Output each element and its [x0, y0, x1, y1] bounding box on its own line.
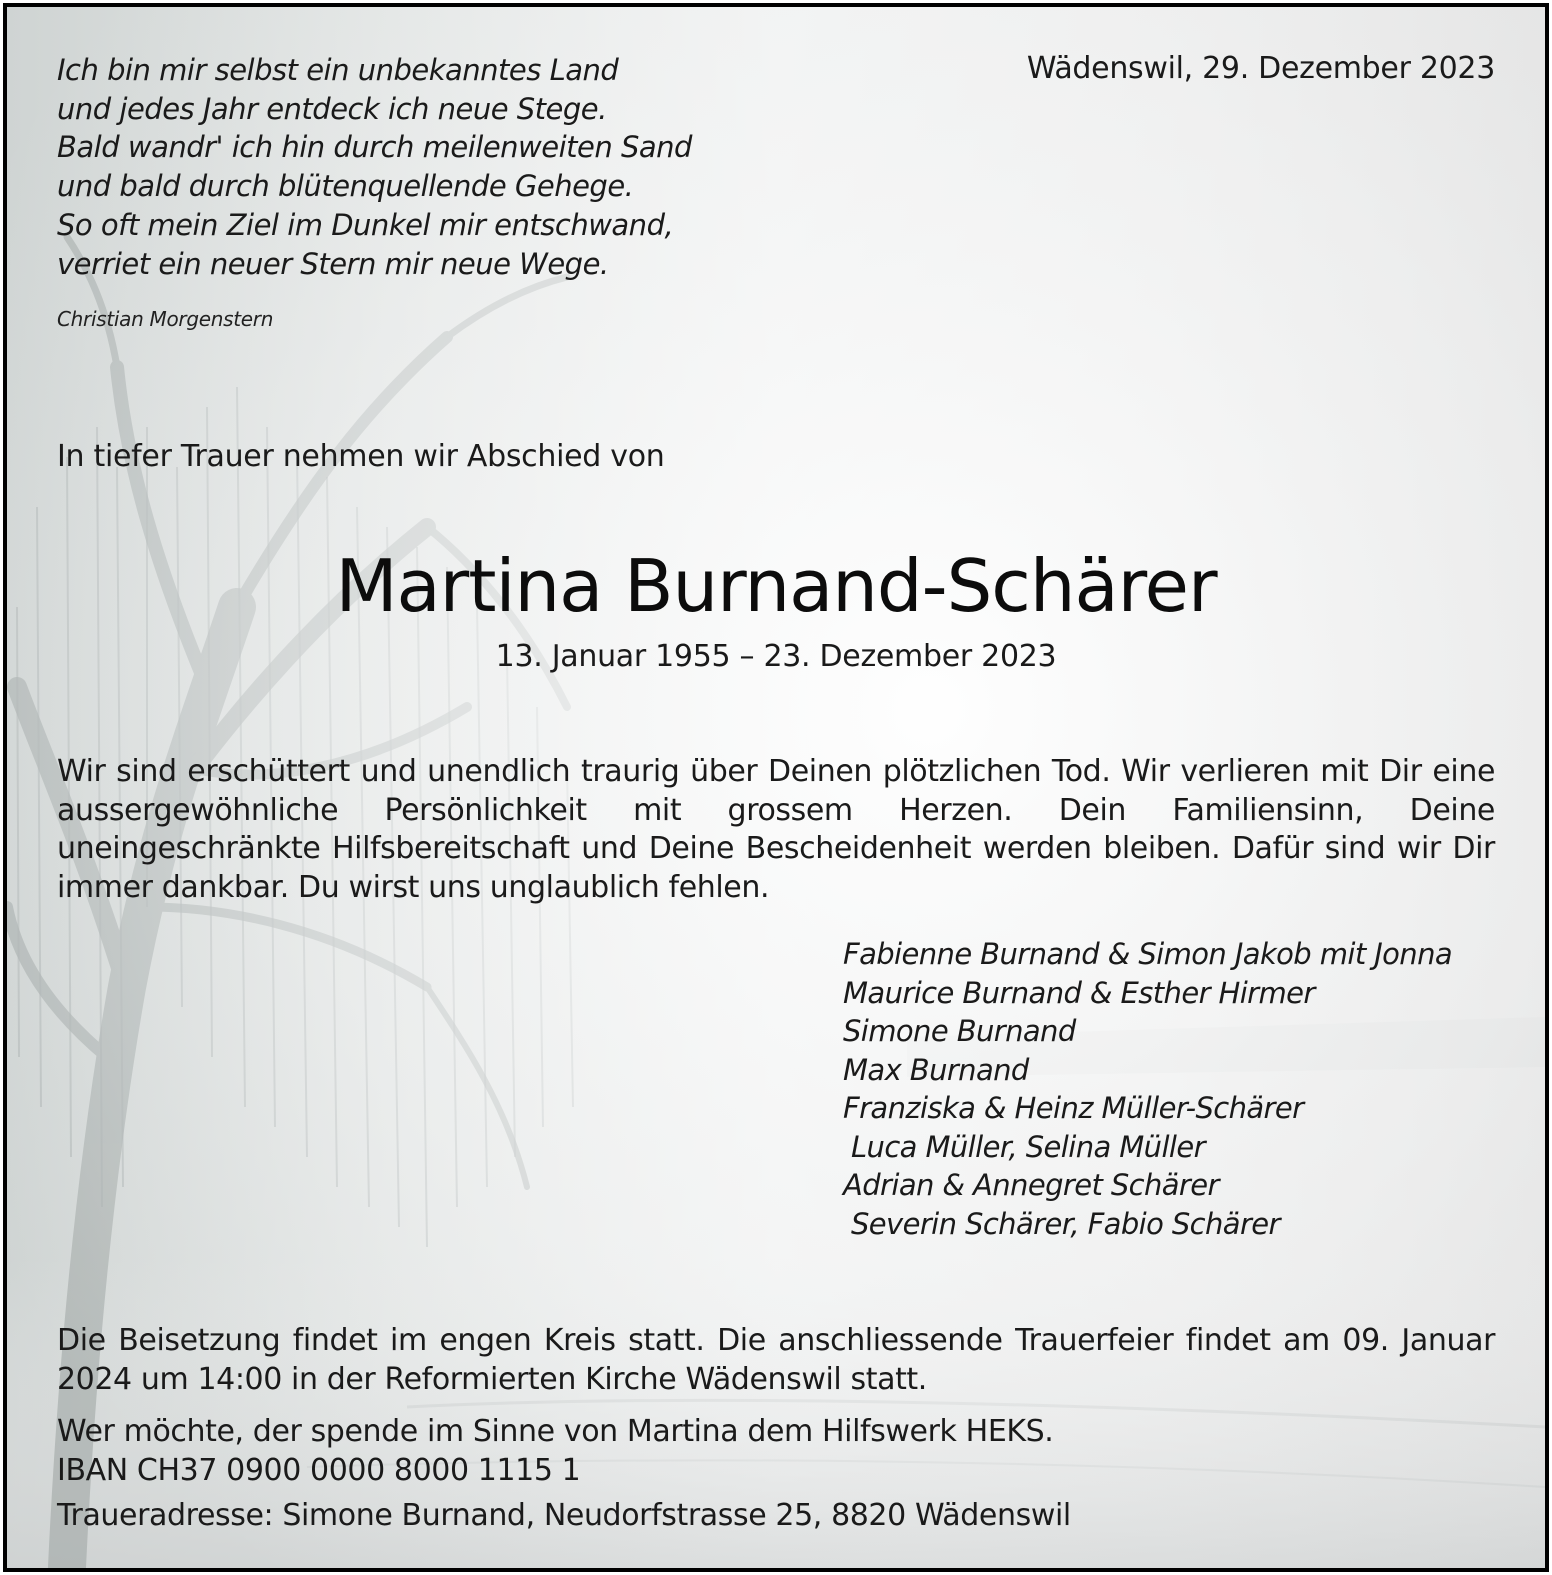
poem-line: Bald wandr' ich hin durch meilenweiten Sand [57, 130, 692, 165]
poem-line: verriet ein neuer Stern mir neue Wege. [57, 246, 609, 281]
mourners-list [843, 935, 1452, 1243]
poem [57, 51, 692, 283]
poem-line: Ich bin mir selbst ein unbekanntes Land [57, 53, 619, 87]
poem-line: und bald durch blütenquellende Gehege. [57, 169, 634, 204]
ceremony-info: Die Beisetzung findet im engen Kreis statt. Die anschliessende Trauerfeier findet am 09. Januar 2024 um 14:00 in der Reformierten Kirche Wädenswil statt. [57, 1323, 1495, 1397]
mourner-entry: Maurice Burnand & Esther Hirmer [843, 975, 1315, 1010]
mourning-address: Traueradresse: Simone Burnand, Neudorfstrasse 25, 8820 Wädenswil [57, 1498, 1071, 1533]
mourner-entry: Severin Schärer, Fabio Schärer [851, 1206, 1280, 1241]
place-and-date: Wädenswil, 29. Dezember 2023 [1026, 51, 1495, 86]
donation-info [57, 1413, 1053, 1490]
poem-line: und jedes Jahr entdeck ich neue Stege. [57, 91, 607, 126]
donation-text: Wer möchte, der spende im Sinne von Martina dem Hilfswerk HEKS. [57, 1414, 1054, 1449]
poem-author: Christian Morgenstern [57, 307, 274, 331]
mourning-message: Wir sind erschüttert und unendlich traurig über Deinen plötzlichen Tod. Wir verlieren mit Dir eine aussergewöhnliche Persönlichkeit mit grossem Herzen. Dein Familiensinn, Deine uneingeschränkte Hilfsbereitschaft und Deine Bescheidenheit werden bleiben. Dafür sind wir Dir immer dankbar. Du wirst uns unglaublich fehlen. [57, 754, 1495, 905]
mourner-entry: Simone Burnand [843, 1014, 1076, 1048]
obituary-notice [3, 3, 1549, 1572]
mourner-entry: Luca Müller, Selina Müller [851, 1129, 1205, 1164]
mourner-entry: Adrian & Annegret Schärer [843, 1168, 1219, 1202]
mourner-entry: Fabienne Burnand & Simon Jakob mit Jonna [843, 937, 1453, 971]
intro-text: In tiefer Trauer nehmen wir Abschied von [57, 439, 665, 474]
deceased-name: Martina Burnand-Schärer [335, 544, 1217, 628]
poem-line: So oft mein Ziel im Dunkel mir entschwand, [57, 207, 674, 242]
mourner-entry: Max Burnand [843, 1052, 1029, 1087]
life-dates: 13. Januar 1955 – 23. Dezember 2023 [495, 639, 1057, 674]
iban: IBAN CH37 0900 0000 8000 1115 1 [57, 1452, 581, 1488]
mourner-entry: Franziska & Heinz Müller-Schärer [843, 1091, 1304, 1125]
